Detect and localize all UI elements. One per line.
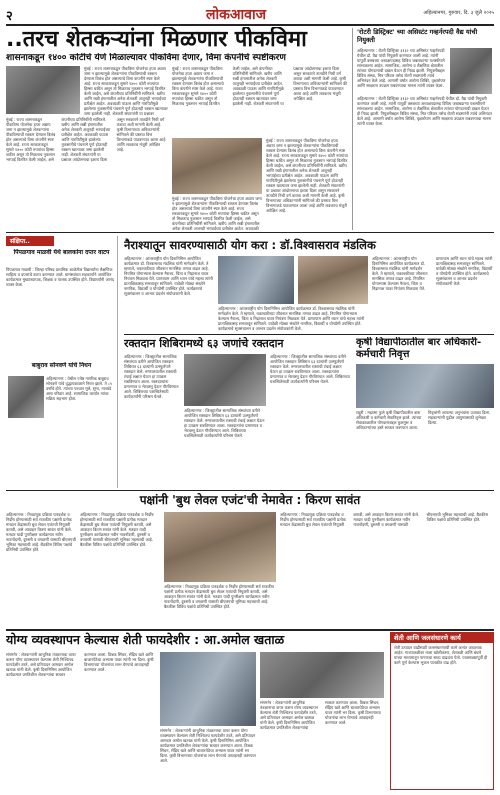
booth-body: अहिल्यानगर : निवडणूक प्रक्रिया पारदर्शक व निर्दोष होण्यासाठी सर्व राजकीय पक्षांनी प्रत्येक मतदान केंद्रासाठी बुथ लेवल एजंटची नियुक्ती करावी, असे आवाहन किरण सावंत यांनी केले. मतदार यादी पुनरीक्षण कार्यक्रमात नवीन नावनोंदणी, दुरुस्ती व वगळणी यासाठी बीएलएची भूमिका महत्त्वाची आहे. बैठकीस विविध पक्षांचे प्रतिनिधी उपस्थित होते.	[6, 512, 76, 552]
blood-body-2: अहिल्यानगर : जिल्ह्यातील सामाजिक संस्थांच्या वतीने आयोजित रक्तदान शिबिरात ६३ दात्यांनी उत्स्फूर्तपणे रक्तदान केले. रुग्णालयातील रक्ताची टंचाई लक्षात घेऊन हा उपक्रम राबविण्यात आला. रक्तदात्यांना प्रमाणपत्र व भेटवस्तू देऊन गौरविण्यात आले. शिबिराच्या यशस्वितेसाठी कार्यकर्त्यांनी परिश्रम घेतले.	[184, 408, 265, 438]
brief-tag: संक्षिप्त..	[6, 236, 54, 246]
brief-body-2: अहिल्यानगर : येथील ज्येष्ठ नागरिक बाबुराव सोनवणे यांचे वृद्धापकाळाने निधन झाले. ते ८५ वर्षांचे होते. त्यांच्या पश्चात मुले, सुना, नातवंडे असा परिवार आहे. सामाजिक कार्यात त्यांचा सक्रिय सहभाग होता.	[46, 376, 113, 401]
yoga-body-3: अहिल्यानगर : आंतरराष्ट्रीय योग दिनानिमित्त आयोजित कार्यक्रमात डॉ. विश्वासराव मंडलिक यांनी मार्गदर्शन केले. ते म्हणाले, धकाधकीच्या जीवनात मानसिक तणाव वाढत आहे. नियमित योगाभ्यास केल्यास नैराश्य, चिंता व निद्रानाश यावर नियंत्रण मिळवता येते. प्राणायाम आणि ध्यान यांचे महत्त्व त्यांनी प्रात्यक्षिकासह समजावून सांगितले. यावेळी मोठ्या संख्येने नागरिक, विद्यार्थी व योगप्रेमी उपस्थित होते. कार्यक्रमाचे सूत्रसंचालन व आभार प्रदर्शन संयोजकांनी केले.	[372, 256, 493, 291]
yoga-photo-2	[298, 256, 368, 304]
farm-photo-2	[260, 652, 384, 698]
top-story-body-3: मुंबई : राज्य शासनाकडून पीकविमा योजनेचा हप्ता अद्याप जमा न झाल्यामुळे शेतकऱ्यांना पीकविम्याची रक्कम देण्यास विलंब होत असल्याचे विमा कंपनीने स्पष्ट केले आहे. राज्य सरकारकडून सुमारे १४०० कोटी रुपयांचा हिस्सा थकीत असून तो मिळताच नुकसान भरपाई वितरित केली जाईल, असे कंपनीच्या प्रतिनिधींनी सांगितले. खरीप आणि रब्बी हंगामातील अनेक शेतकरी अजूनही भरपाईच्या प्रतीक्षेत आहेत. अवकाळी पाऊस आणि गारपिटीमुळे झालेल्या नुकसानीचे पंचनामे पूर्ण होऊनही रक्कम खात्यावर जमा झालेली नाही. शेतकरी संघटनांनी या प्रश्नावर आंदोलनाचा इशारा दिला असून सरकारने तातडीने निधी वर्ग करावा अशी मागणी केली आहे. कृषी विभागाच्या अधिकाऱ्यांनी सांगितले की प्रस्ताव वित्त विभागाकडे पाठवण्यात आला आहे आणि लवकरच मंजुरी अपेक्षित आहे.	[172, 66, 348, 106]
booth-body-3: अहिल्यानगर : निवडणूक प्रक्रिया पारदर्शक व निर्दोष होण्यासाठी सर्व राजकीय पक्षांनी प्रत्येक मतदान केंद्रासाठी बुथ लेवल एजंटची नियुक्ती करावी, असे आवाहन किरण सावंत यांनी केले. मतदार यादी पुनरीक्षण कार्यक्रमात नवीन नावनोंदणी, दुरुस्ती व वगळणी यासाठी बीएलएची भूमिका महत्त्वाची आहे. बैठकीस विविध पक्षांचे प्रतिनिधी उपस्थित होते.	[164, 584, 274, 609]
obituary-photo	[8, 376, 44, 418]
booth-body-2: अहिल्यानगर : निवडणूक प्रक्रिया पारदर्शक व निर्दोष होण्यासाठी सर्व राजकीय पक्षांनी प्रत्येक मतदान केंद्रासाठी बुथ लेवल एजंटची नियुक्ती करावी, असे आवाहन किरण सावंत यांनी केले. मतदार यादी पुनरीक्षण कार्यक्रमात नवीन नावनोंदणी, दुरुस्ती व वगळणी यासाठी बीएलएची भूमिका महत्त्वाची आहे. बैठकीस विविध पक्षांचे प्रतिनिधी उपस्थित होते.	[80, 512, 154, 547]
brief-section	[6, 236, 118, 488]
brief-body-1: पिंपळगाव माळवी : जिल्हा परिषद प्राथमिक शाळेतील विद्यार्थ्यांना शैक्षणिक साहित्य व दप्तरांचे वाटप करण्यात आले. ग्रामस्थांच्या सहकार्याने आयोजित कार्यक्रमात मुख्याध्यापक, शिक्षक व पालक उपस्थित होते. विद्यार्थ्यांनी आनंद व्यक्त केला.	[6, 267, 114, 287]
farm-body-2: संगमनेर : शेतकऱ्यांनी आधुनिक तंत्रज्ञानाचा वापर करून योग्य व्यवस्थापन केल्यास शेती निश्चितच फायदेशीर ठरते, असे प्रतिपादन आमदार अमोल खताळ यांनी केले. कृषी दिनानिमित्त आयोजित कार्यक्रमात प्रगतिशील शेतकऱ्यांचा सत्कार करण्यात आला. ठिबक सिंचन, सेंद्रिय खते आणि बाजारपेठेचा अभ्यास यावर त्यांनी भर दिला. कृषी विभागाच्या योजनांचा लाभ घेण्याचे आवाहनही करण्यात आले.	[160, 728, 256, 763]
booth-headline: पक्षांनी 'बुथ लेवल एजंट'ची नेमावेत : किरण सावंत	[139, 493, 361, 507]
dateline: अहिल्यानगर, गुरुवार, दि. ३ जुलै २०२५	[423, 10, 494, 16]
divider-3	[6, 490, 494, 491]
farm-headline: योग्य व्यवस्थापन केल्यास शेती फायदेशीर : आ.अमोल खताळ	[6, 632, 285, 647]
yoga-photo-1	[218, 256, 294, 304]
masthead-divider	[6, 24, 494, 26]
top-story-headline: ..तरच शेतकऱ्यांना मिळणार पीकविमा	[6, 27, 307, 52]
side-top-body-2: अहिल्यानगर : रोटरी डिस्ट्रिक्ट ३१३२ च्या असिस्टंट गव्हर्नरपदी येथील डॉ. वैद्य यांची नियुक्ती करण्यात आली आहे. त्यांनी यापूर्वी क्लबच्या अध्यक्षपदासह विविध जबाबदाऱ्या यशस्वीपणे सांभाळल्या आहेत. सामाजिक, आरोग्य व शैक्षणिक क्षेत्रातील त्यांच्या योगदानाची दखल घेऊन ही निवड झाली. नियुक्तीबद्दल विविध संस्था, मित्र परिवार तसेच रोटरी सदस्यांनी त्यांचे अभिनंदन केले आहे. आगामी वर्षात आरोग्य शिबिरे, वृक्षारोपण आणि साक्षरता उपक्रम राबवण्याचा मानस त्यांनी व्यक्त केला.	[357, 96, 492, 126]
side-top-body: अहिल्यानगर : रोटरी डिस्ट्रिक्ट ३१३२ च्या असिस्टंट गव्हर्नरपदी येथील डॉ. वैद्य यांची नियुक्ती करण्यात आली आहे. त्यांनी यापूर्वी क्लबच्या अध्यक्षपदासह विविध जबाबदाऱ्या यशस्वीपणे सांभाळल्या आहेत. सामाजिक, आरोग्य व शैक्षणिक क्षेत्रातील त्यांच्या योगदानाची दखल घेऊन ही निवड झाली. नियुक्तीबद्दल विविध संस्था, मित्र परिवार तसेच रोटरी सदस्यांनी त्यांचे अभिनंदन केले आहे. आगामी वर्षात आरोग्य शिबिरे, वृक्षारोपण आणि साक्षरता उपक्रम राबवण्याचा मानस त्यांनी व्यक्त केला.	[357, 48, 446, 88]
yoga-headline: नैराश्यातून सावरण्यासाठी योग करा : डॉ.विश्वासराव मंडलिक	[124, 238, 376, 252]
side-top-portrait	[450, 48, 492, 94]
masthead	[6, 4, 494, 24]
farm-body: संगमनेर : शेतकऱ्यांनी आधुनिक तंत्रज्ञानाचा वापर करून योग्य व्यवस्थापन केल्यास शेती निश्चितच फायदेशीर ठरते, असे प्रतिपादन आमदार अमोल खताळ यांनी केले. कृषी दिनानिमित्त आयोजित कार्यक्रमात प्रगतिशील शेतकऱ्यांचा सत्कार करण्यात आला. ठिबक सिंचन, सेंद्रिय खते आणि बाजारपेठेचा अभ्यास यावर त्यांनी भर दिला. कृषी विभागाच्या योजनांचा लाभ घेण्याचे आवाहनही करण्यात आले.	[6, 652, 154, 677]
side-top-box	[352, 28, 494, 230]
top-story-photo	[6, 66, 80, 114]
page-number: २	[6, 9, 13, 24]
side-bottom-body: शेती उत्पादन वाढीसाठी जलसंधारणाची कामे अत्यंत आवश्यक आहेत. गावपातळीवर नाला खोलीकरण, शेततळी आणि बंधारे यांच्या माध्यमातून पाण्याचा साठा वाढवता येतो. पावसाळ्यापूर्वी ही कामे पूर्ण केल्यास भूजल पातळीत वाढ होते.	[394, 645, 488, 665]
top-story-body: मुंबई : राज्य शासनाकडून पीकविमा योजनेचा हप्ता अद्याप जमा न झाल्यामुळे शेतकऱ्यांना पीकविम्याची रक्कम देण्यास विलंब होत असल्याचे विमा कंपनीने स्पष्ट केले आहे. राज्य सरकारकडून सुमारे १४०० कोटी रुपयांचा हिस्सा थकीत असून तो मिळताच नुकसान भरपाई वितरित केली जाईल, असे कंपनीच्या प्रतिनिधींनी सांगितले. खरीप आणि रब्बी हंगामातील अनेक शेतकरी अजूनही भरपाईच्या प्रतीक्षेत आहेत. अवकाळी पाऊस आणि गारपिटीमुळे झालेल्या नुकसानीचे पंचनामे पूर्ण होऊनही रक्कम खात्यावर जमा झालेली नाही. शेतकरी संघटनांनी या प्रश्नावर आंदोलनाचा इशारा दिला असून सरकारने तातडीने निधी वर्ग करावा अशी मागणी केली आहे. कृषी विभागाच्या अधिकाऱ्यांनी सांगितले की प्रस्ताव वित्त विभागाकडे पाठवण्यात आला आहे आणि लवकरच मंजुरी अपेक्षित आहे.	[6, 117, 166, 162]
divider-2	[124, 334, 494, 335]
brief-headline-2: बाबुराव सोनवणे यांचे निधन	[31, 362, 92, 369]
divider-4	[6, 629, 494, 631]
krishi-headline: कृषी विद्यापीठातील बार अधिकारी-कर्मचारी निवृत्त	[356, 337, 482, 360]
newspaper-logo: लोकआवाज	[206, 7, 266, 23]
divider-1	[6, 232, 494, 233]
yoga-body: अहिल्यानगर : आंतरराष्ट्रीय योग दिनानिमित्त आयोजित कार्यक्रमात डॉ. विश्वासराव मंडलिक यांनी मार्गदर्शन केले. ते म्हणाले, धकाधकीच्या जीवनात मानसिक तणाव वाढत आहे. नियमित योगाभ्यास केल्यास नैराश्य, चिंता व निद्रानाश यावर नियंत्रण मिळवता येते. प्राणायाम आणि ध्यान यांचे महत्त्व त्यांनी प्रात्यक्षिकासह समजावून सांगितले. यावेळी मोठ्या संख्येने नागरिक, विद्यार्थी व योगप्रेमी उपस्थित होते. कार्यक्रमाचे सूत्रसंचालन व आभार प्रदर्शन संयोजकांनी केले.	[124, 256, 213, 296]
farm-photo	[160, 652, 256, 726]
side-bottom-headline: शेती आणि जलसंधारणे कार्य	[391, 633, 493, 643]
blood-body: अहिल्यानगर : जिल्ह्यातील सामाजिक संस्थांच्या वतीने आयोजित रक्तदान शिबिरात ६३ दात्यांनी उत्स्फूर्तपणे रक्तदान केले. रुग्णालयातील रक्ताची टंचाई लक्षात घेऊन हा उपक्रम राबविण्यात आला. रक्तदात्यांना प्रमाणपत्र व भेटवस्तू देऊन गौरविण्यात आले. शिबिराच्या यशस्वितेसाठी कार्यकर्त्यांनी परिश्रम घेतले.	[124, 354, 179, 399]
top-story-photo-2	[172, 138, 262, 194]
blood-headline: रक्तदान शिबिरामध्ये ६३ जणांचे रक्तदान	[124, 337, 284, 350]
top-story-body-5: मुंबई : राज्य शासनाकडून पीकविमा योजनेचा हप्ता अद्याप जमा न झाल्यामुळे शेतकऱ्यांना पीकविम्याची रक्कम देण्यास विलंब होत असल्याचे विमा कंपनीने स्पष्ट केले आहे. राज्य सरकारकडून सुमारे १४०० कोटी रुपयांचा हिस्सा थकीत असून तो मिळताच नुकसान भरपाई वितरित केली जाईल, असे कंपनीच्या प्रतिनिधींनी सांगितले. खरीप आणि रब्बी हंगामातील अनेक शेतकरी अजूनही भरपाईच्या प्रतीक्षेत आहेत. अवकाळी	[172, 196, 262, 230]
krishi-photo	[356, 364, 494, 408]
top-story-body-2: मुंबई : राज्य शासनाकडून पीकविमा योजनेचा हप्ता अद्याप जमा न झाल्यामुळे शेतकऱ्यांना पीकविम्याची रक्कम देण्यास विलंब होत असल्याचे विमा कंपनीने स्पष्ट केले आहे. राज्य सरकारकडून सुमारे १४०० कोटी रुपयांचा हिस्सा थकीत असून तो मिळताच नुकसान भरपाई वितरित केली जाईल, असे कंपनीच्या प्रतिनिधींनी सांगितले. खरीप आणि रब्बी हंगामातील अनेक शेतकरी अजूनही भरपाईच्या प्रतीक्षेत आहेत. अवकाळी पाऊस आणि गारपिटीमुळे झालेल्या नुकसानीचे पंचनामे पूर्ण होऊनही रक्कम खात्यावर जमा झालेली नाही. शेतकरी संघटनांनी या प्रश्नावर	[84, 66, 168, 116]
blood-photo	[184, 354, 266, 406]
top-story-body-4: मुंबई : राज्य शासनाकडून पीकविमा योजनेचा हप्ता अद्याप जमा न झाल्यामुळे शेतकऱ्यांना पीकविम्याची रक्कम देण्यास विलंब होत असल्याचे विमा कंपनीने स्पष्ट केले आहे. राज्य सरकारकडून सुमारे १४०० कोटी रुपयांचा हिस्सा थकीत असून तो मिळताच नुकसान भरपाई वितरित केली जाईल, असे कंपनीच्या प्रतिनिधींनी सांगितले. खरीप आणि रब्बी हंगामातील अनेक शेतकरी अजूनही भरपाईच्या प्रतीक्षेत आहेत. अवकाळी पाऊस आणि गारपिटीमुळे झालेल्या नुकसानीचे पंचनामे पूर्ण होऊनही रक्कम खात्यावर जमा झालेली नाही. शेतकरी संघटनांनी या प्रश्नावर आंदोलनाचा इशारा दिला असून सरकारने तातडीने निधी वर्ग करावा अशी मागणी केली आहे. कृषी विभागाच्या अधिकाऱ्यांनी सांगितले की प्रस्ताव वित्त विभागाकडे पाठवण्यात आला आहे आणि लवकरच मंजुरी अपेक्षित आहे.	[266, 138, 348, 213]
side-bottom-box	[390, 632, 494, 790]
booth-body-4: अहिल्यानगर : निवडणूक प्रक्रिया पारदर्शक व निर्दोष होण्यासाठी सर्व राजकीय पक्षांनी प्रत्येक मतदान केंद्रासाठी बुथ लेवल एजंटची नियुक्ती करावी, असे आवाहन किरण सावंत यांनी केले. मतदार यादी पुनरीक्षण कार्यक्रमात नवीन नावनोंदणी, दुरुस्ती व वगळणी यासाठी बीएलएची भूमिका महत्त्वाची आहे. बैठकीस विविध पक्षांचे प्रतिनिधी उपस्थित होते.	[280, 512, 488, 527]
yoga-body-2: अहिल्यानगर : आंतरराष्ट्रीय योग दिनानिमित्त आयोजित कार्यक्रमात डॉ. विश्वासराव मंडलिक यांनी मार्गदर्शन केले. ते म्हणाले, धकाधकीच्या जीवनात मानसिक तणाव वाढत आहे. नियमित योगाभ्यास केल्यास नैराश्य, चिंता व निद्रानाश यावर नियंत्रण मिळवता येते. प्राणायाम आणि ध्यान यांचे महत्त्व त्यांनी प्रात्यक्षिकासह समजावून सांगितले. यावेळी मोठ्या संख्येने नागरिक, विद्यार्थी व योगप्रेमी उपस्थित होते. कार्यक्रमाचे सूत्रसंचालन व आभार प्रदर्शन संयोजकांनी केले.	[218, 306, 365, 331]
farm-body-3: संगमनेर : शेतकऱ्यांनी आधुनिक तंत्रज्ञानाचा वापर करून योग्य व्यवस्थापन केल्यास शेती निश्चितच फायदेशीर ठरते, असे प्रतिपादन आमदार अमोल खताळ यांनी केले. कृषी दिनानिमित्त आयोजित कार्यक्रमात प्रगतिशील शेतकऱ्यांचा सत्कार करण्यात आला. ठिबक सिंचन, सेंद्रिय खते आणि बाजारपेठेचा अभ्यास यावर त्यांनी भर दिला. कृषी विभागाच्या योजनांचा लाभ घेण्याचे आवाहनही करण्यात आले.	[260, 700, 381, 730]
booth-photo	[164, 512, 276, 582]
top-story-subhead: शासनाकडून १४०० कोटींचे येणे मिळाल्यावर पीकविमा देणार, विमा कंपनीचे स्पष्टीकरण	[6, 53, 286, 63]
blood-body-3: अहिल्यानगर : जिल्ह्यातील सामाजिक संस्थांच्या वतीने आयोजित रक्तदान शिबिरात ६३ दात्यांनी उत्स्फूर्तपणे रक्तदान केले. रुग्णालयातील रक्ताची टंचाई लक्षात घेऊन हा उपक्रम राबविण्यात आला. रक्तदात्यांना प्रमाणपत्र व भेटवस्तू देऊन गौरविण्यात आले. शिबिराच्या यशस्वितेसाठी कार्यकर्त्यांनी परिश्रम घेतले.	[270, 354, 350, 384]
krishi-body: राहुरी : महात्मा फुले कृषी विद्यापीठातील बारा अधिकारी व कर्मचारी सेवानिवृत्त झाले. त्यांच्या सेवाकाळातील योगदानाबद्दल कुलगुरू व अधिकाऱ्यांच्या हस्ते सत्कार करण्यात आला. निवृत्तांनी आपल्या अनुभवांना उजाळा दिला. सहकाऱ्यांनी पुढील आयुष्यासाठी शुभेच्छा दिल्या.	[356, 410, 491, 430]
brief-headline-1: पिंपळगाव माळवी येथे बालकांना दप्तर वाटप	[13, 249, 110, 256]
side-top-headline: 'रोटरी डिस्ट्रिक्ट' च्या असिस्टंट गव्हर्नरपदी वैद्य यांची नियुक्ती	[357, 28, 478, 44]
